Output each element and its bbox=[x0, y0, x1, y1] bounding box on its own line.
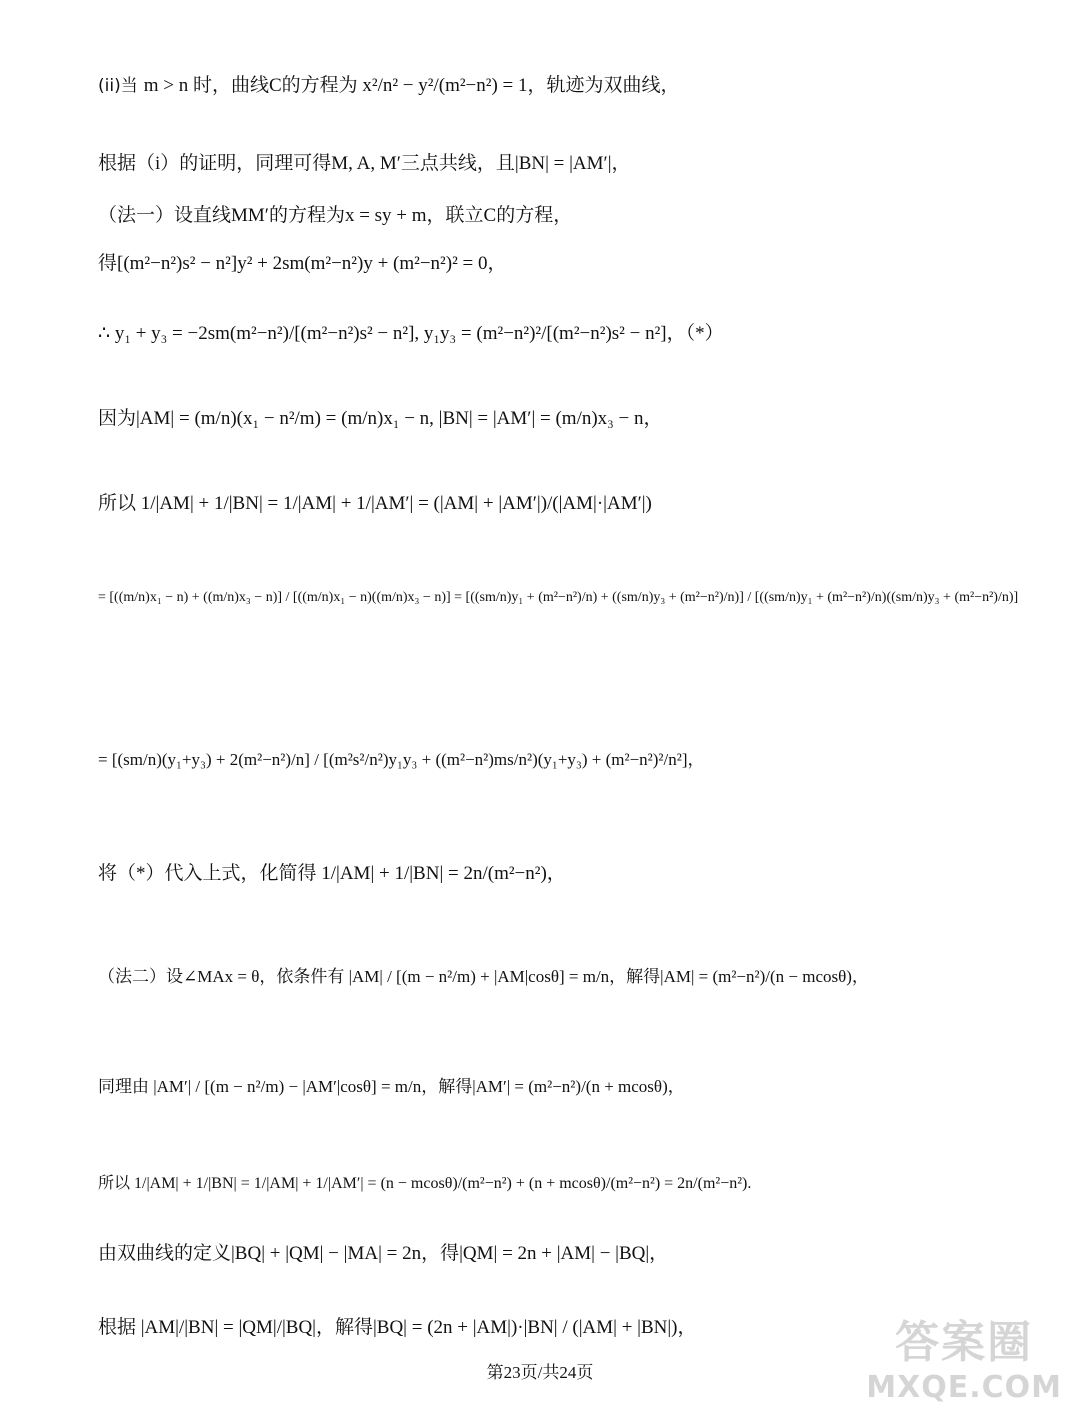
line-12-text: 同理由 |AM′| / [(m − n²/m) − |AM′|cosθ] = m/n，解得|AM′| = (m²−n²)/(n + mcosθ)， bbox=[98, 1077, 685, 1096]
page-number: 第23页/共24页 bbox=[486, 1363, 594, 1382]
line-4-text: 得[(m²−n²)s² − n²]y² + 2sm(m²−n²)y + (m²−n²)² = 0， bbox=[98, 253, 507, 274]
line-2-text: 根据（i）的证明，同理可得M, A, M′三点共线，且|BN| = |AM′|， bbox=[98, 153, 631, 174]
line-9-text: = [(sm/n)(y₁+y₃) + 2(m²−n²)/n] / [(m²s²/n²)y₁y₃ + ((m²−n²)ms/n²)(y₁+y₃) + (m²−n²)²/n²]， bbox=[98, 750, 705, 769]
line-1-text: (ii)当 bbox=[98, 76, 138, 96]
line-10 bbox=[98, 858, 566, 885]
line-11-text: （法二）设∠MAx = θ，依条件有 |AM| / [(m − n²/m) + |AM|cosθ] = m/n，解得|AM| = (m²−n²)/(n − mcosθ)， bbox=[98, 967, 869, 986]
line-9 bbox=[98, 745, 705, 770]
watermark-url: MXQE.COM bbox=[866, 1370, 1062, 1405]
line-11 bbox=[98, 962, 869, 987]
watermark bbox=[866, 1306, 1062, 1405]
watermark-logo: 答案圈 bbox=[895, 1317, 1034, 1368]
line-5 bbox=[98, 318, 724, 345]
line-14-text: 由双曲线的定义|BQ| + |QM| − |MA| = 2n，得|QM| = 2n + |AM| − |BQ|， bbox=[98, 1243, 669, 1264]
line-5-text: ∴ y₁ + y₃ = −2sm(m²−n²)/[(m²−n²)s² − n²], y₁y₃ = (m²−n²)²/[(m²−n²)s² − n²]，（*） bbox=[98, 323, 724, 344]
line-2 bbox=[98, 148, 631, 175]
line-1-body: m > n 时，曲线C的方程为 x²/n² − y²/(m²−n²) = 1，轨迹为双曲线， bbox=[143, 75, 680, 96]
line-12 bbox=[98, 1072, 685, 1097]
line-10-text: 将（*）代入上式，化简得 1/|AM| + 1/|BN| = 2n/(m²−n²)， bbox=[98, 863, 566, 884]
line-8-text: = [((m/n)x₁ − n) + ((m/n)x₃ − n)] / [((m/n)x₁ − n)((m/n)x₃ − n)] = [((sm/n)y₁ + (m²−n²)/n) + ((sm/n)y₃ + (m²−n²)/n)] / [((sm/n)y₁ + (m²−n²)/n)((sm/n)y₃ + (m²−n²)/n)] bbox=[98, 590, 1019, 605]
line-7-text: 所以 1/|AM| + 1/|BN| = 1/|AM| + 1/|AM′| = (|AM| + |AM′|)/(|AM|·|AM′|) bbox=[98, 493, 652, 514]
line-13-text: 所以 1/|AM| + 1/|BN| = 1/|AM| + 1/|AM′| = (n − mcosθ)/(m²−n²) + (n + mcosθ)/(m²−n²) = 2n/(m²−n²). bbox=[98, 1175, 752, 1192]
line-1 bbox=[98, 70, 680, 97]
line-15 bbox=[98, 1312, 696, 1339]
line-3-text: （法一）设直线MM′的方程为x = sy + m，联立C的方程， bbox=[98, 205, 573, 226]
line-15-text: 根据 |AM|/|BN| = |QM|/|BQ|，解得|BQ| = (2n + |AM|)·|BN| / (|AM| + |BN|)， bbox=[98, 1317, 697, 1338]
line-6-text: 因为|AM| = (m/n)(x₁ − n²/m) = (m/n)x₁ − n, |BN| = |AM′| = (m/n)x₃ − n， bbox=[98, 408, 663, 429]
line-13 bbox=[98, 1170, 751, 1193]
line-8 bbox=[98, 590, 1018, 606]
line-7 bbox=[98, 488, 652, 515]
line-3 bbox=[98, 200, 572, 227]
line-6 bbox=[98, 403, 663, 430]
line-14 bbox=[98, 1238, 668, 1265]
line-4 bbox=[98, 248, 507, 275]
